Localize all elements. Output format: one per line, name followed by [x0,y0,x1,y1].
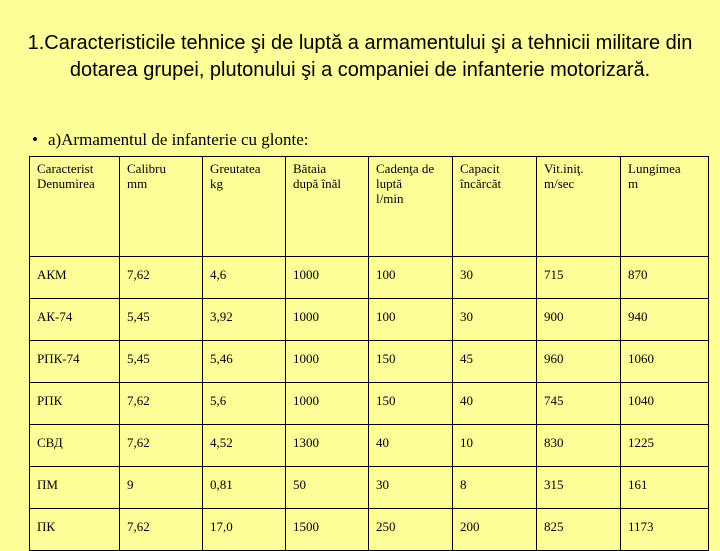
table-cell: 8 [453,467,537,509]
table-row [30,341,709,383]
table-cell: 900 [537,299,621,341]
table-cell: 4,52 [203,425,286,467]
table-cell: 1300 [286,425,369,467]
table-cell: 7,62 [120,383,203,425]
table-cell: 825 [537,509,621,551]
table-cell: 0,81 [203,467,286,509]
table-cell: 150 [369,341,453,383]
section-subtitle [32,130,309,150]
table-row [30,425,709,467]
header-cell: Calibru mm [120,157,203,257]
weapon-name-cell: ПК [30,509,120,551]
header-cell: Bătaia după înăl [286,157,369,257]
header-cell: Capacit încărcăt [453,157,537,257]
page-title: 1.Caracteristicile tehnice şi de luptă a armamentului şi a tehnicii militare din dotarea grupei, plutonului şi a companiei de infanterie motorizară. [27,32,693,81]
table-cell: 100 [369,257,453,299]
header-cell: Greutatea kg [203,157,286,257]
table-cell: 10 [453,425,537,467]
table-cell: 1500 [286,509,369,551]
header-cell: Cadenţa de luptă l/min [369,157,453,257]
table-cell: 200 [453,509,537,551]
table-cell: 870 [621,257,709,299]
weapons-table [29,156,709,551]
table-cell: 4,6 [203,257,286,299]
table-cell: 5,45 [120,299,203,341]
table-cell: 715 [537,257,621,299]
table-cell: 315 [537,467,621,509]
table-cell: 1000 [286,383,369,425]
header-cell: Vit.iniţ. m/sec [537,157,621,257]
table-cell: 30 [453,257,537,299]
table-cell: 17,0 [203,509,286,551]
weapon-name-cell: АК-74 [30,299,120,341]
table-cell: 50 [286,467,369,509]
table-cell: 7,62 [120,425,203,467]
table-cell: 940 [621,299,709,341]
table-cell: 5,45 [120,341,203,383]
table-row [30,509,709,551]
table-row [30,467,709,509]
bullet-icon: • [32,130,38,149]
table-cell: 30 [369,467,453,509]
weapon-name-cell: РПК [30,383,120,425]
table-cell: 1040 [621,383,709,425]
table-cell: 830 [537,425,621,467]
table-cell: 5,46 [203,341,286,383]
table-row [30,257,709,299]
table-row [30,299,709,341]
table-cell: 150 [369,383,453,425]
subtitle-text: a)Armamentul de infanterie cu glonte: [47,130,309,149]
table-cell: 960 [537,341,621,383]
table-cell: 7,62 [120,257,203,299]
weapon-name-cell: АКМ [30,257,120,299]
table-cell: 1000 [286,257,369,299]
table-cell: 40 [453,383,537,425]
table-cell: 7,62 [120,509,203,551]
table-row [30,383,709,425]
table-cell: 9 [120,467,203,509]
table-cell: 40 [369,425,453,467]
table-cell: 1000 [286,341,369,383]
table-cell: 45 [453,341,537,383]
table-cell: 1225 [621,425,709,467]
table-cell: 1000 [286,299,369,341]
table-cell: 3,92 [203,299,286,341]
table-cell: 100 [369,299,453,341]
table-cell: 745 [537,383,621,425]
table-header-row [30,157,709,257]
header-cell: Lungimea m [621,157,709,257]
table-cell: 30 [453,299,537,341]
weapon-name-cell: ПМ [30,467,120,509]
weapon-name-cell: СВД [30,425,120,467]
table-cell: 5,6 [203,383,286,425]
weapon-name-cell: РПК-74 [30,341,120,383]
table-cell: 1060 [621,341,709,383]
header-cell: Caracterist Denumirea [30,157,120,257]
table-cell: 1173 [621,509,709,551]
table-cell: 161 [621,467,709,509]
table-cell: 250 [369,509,453,551]
